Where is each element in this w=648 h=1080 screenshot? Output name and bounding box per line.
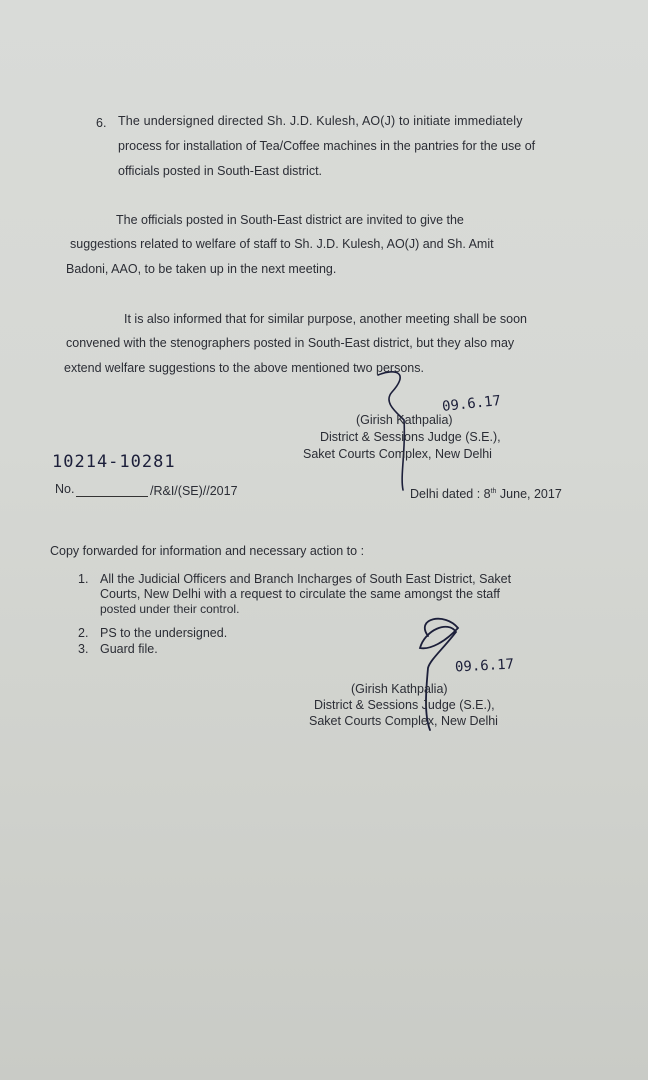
signature2-date: 09.6.17 bbox=[454, 656, 515, 676]
signature1-place: Saket Courts Complex, New Delhi bbox=[303, 447, 492, 461]
reference-no-label: No. bbox=[55, 482, 75, 496]
para6-line3: officials posted in South-East district. bbox=[118, 164, 323, 178]
copy-heading: Copy forwarded for information and necessary action to : bbox=[50, 544, 365, 558]
dated-sup: th bbox=[490, 487, 497, 495]
signature2-place: Saket Courts Complex, New Delhi bbox=[309, 714, 498, 728]
dated-suffix: June, 2017 bbox=[496, 487, 562, 501]
copy-item2-text: PS to the undersigned. bbox=[100, 626, 228, 640]
signature2-name: (Girish Kathpalia) bbox=[351, 682, 448, 696]
copy-item1-line2: Courts, New Delhi with a request to circulate the same amongst the staff bbox=[100, 587, 500, 601]
suggestions-line3: Badoni, AAO, to be taken up in the next meeting. bbox=[66, 262, 337, 276]
dated-prefix: Delhi dated : 8 bbox=[410, 487, 491, 501]
informed-line3: extend welfare suggestions to the above mentioned two persons. bbox=[64, 361, 424, 375]
informed-line1: It is also informed that for similar purpose, another meeting shall be soon bbox=[124, 312, 527, 326]
copy-item1-number: 1. bbox=[78, 572, 89, 586]
copy-item3-number: 3. bbox=[78, 642, 89, 656]
handwritten-reference-range: 10214-10281 bbox=[52, 452, 176, 472]
copy-item1-line1: All the Judicial Officers and Branch Incharges of South East District, Saket bbox=[100, 572, 512, 586]
copy-item1-line3: posted under their control. bbox=[100, 602, 240, 616]
signature1-name: (Girish Kathpalia) bbox=[356, 413, 453, 427]
reference-no-suffix: /R&I/(SE)//2017 bbox=[150, 484, 238, 498]
copy-item2-number: 2. bbox=[78, 626, 89, 640]
para6-line2: process for installation of Tea/Coffee machines in the pantries for the use of bbox=[118, 139, 536, 153]
para6-line1: The undersigned directed Sh. J.D. Kulesh, AO(J) to initiate immediately bbox=[118, 114, 523, 128]
signature1-date: 09.6.17 bbox=[441, 392, 502, 416]
suggestions-line2: suggestions related to welfare of staff to Sh. J.D. Kulesh, AO(J) and Sh. Amit bbox=[70, 237, 494, 251]
suggestions-line1: The officials posted in South-East district are invited to give the bbox=[116, 213, 464, 227]
signature1-designation: District & Sessions Judge (S.E.), bbox=[320, 430, 501, 444]
signature2-designation: District & Sessions Judge (S.E.), bbox=[314, 698, 495, 712]
para6-number: 6. bbox=[96, 116, 107, 130]
copy-item3-text: Guard file. bbox=[100, 642, 158, 656]
informed-line2: convened with the stenographers posted in South-East district, but they also may bbox=[66, 336, 515, 350]
